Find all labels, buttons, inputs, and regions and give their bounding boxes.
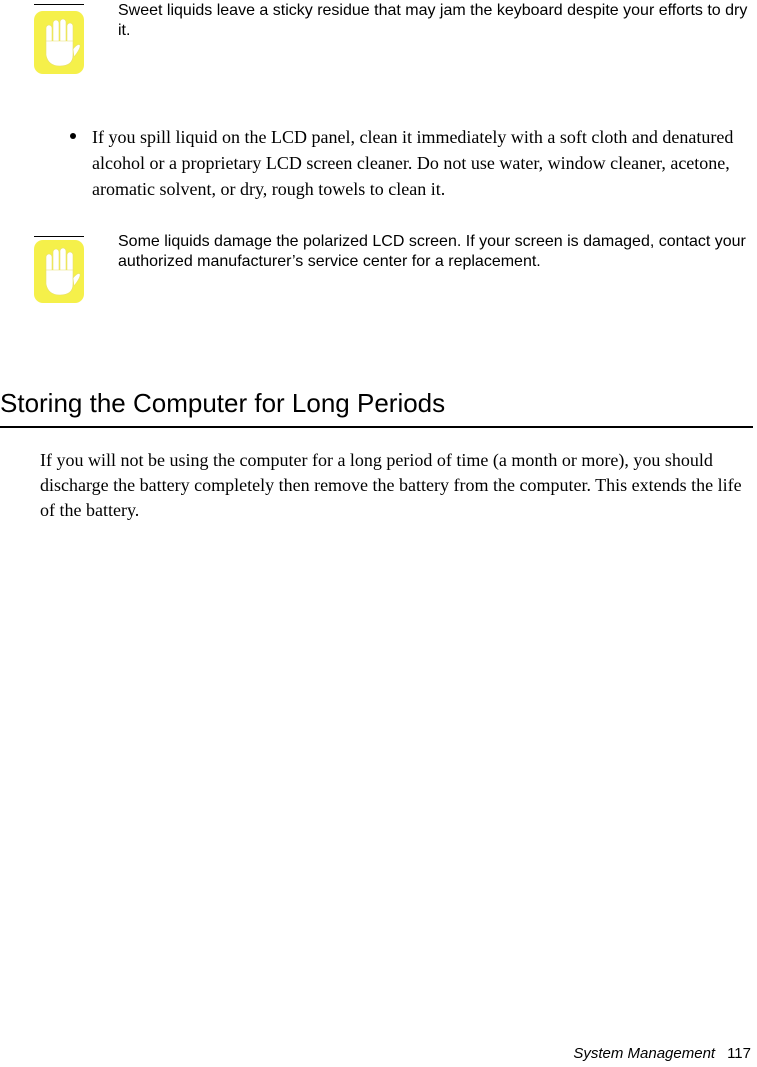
- page-footer: [573, 1045, 751, 1063]
- caution-hand-icon: [34, 240, 84, 303]
- caution-text: Some liquids damage the polarized LCD screen. If your screen is damaged, contact your authorized manufacturer’s service center for a replacement.: [118, 233, 746, 270]
- caution-rule: [34, 236, 84, 237]
- section-heading: Storing the Computer for Long Periods: [0, 386, 753, 428]
- bullet-text: If you spill liquid on the LCD panel, clean it immediately with a soft cloth and denatured alcohol or a proprietary LCD screen cleaner. Do not use water, window cleaner, acetone, aromatic solvent, or dry, rough towels to clean it.: [92, 127, 734, 199]
- bullet-icon: [70, 133, 76, 139]
- caution-text: Sweet liquids leave a sticky residue that may jam the keyboard despite your efforts to dry it.: [118, 2, 748, 39]
- caution-hand-icon: [34, 11, 84, 74]
- body-paragraph: If you will not be using the computer for a long period of time (a month or more), you should discharge the battery completely then remove the battery from the computer. This extends the life of the battery.: [40, 450, 742, 520]
- page-number: 117: [727, 1045, 751, 1062]
- caution-rule: [34, 4, 84, 5]
- footer-section-name: System Management: [573, 1045, 716, 1062]
